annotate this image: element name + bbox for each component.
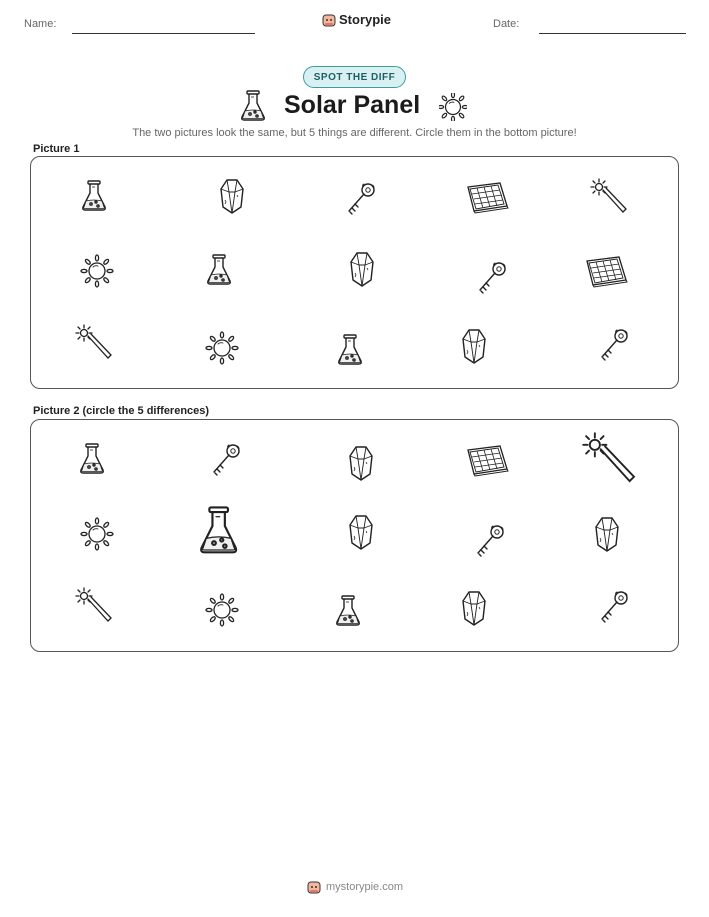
date-label: Date: [493, 18, 520, 30]
key-icon[interactable] [467, 517, 513, 563]
key-icon [338, 175, 384, 221]
sun-wand-icon [586, 174, 632, 220]
sun-wand-icon [71, 320, 117, 366]
picture2-label: Picture 2 (circle the 5 differences) [33, 405, 210, 417]
storypie-mascot-icon [322, 13, 336, 27]
footer [307, 880, 403, 894]
key-icon [469, 254, 515, 300]
crystal-icon[interactable] [584, 511, 630, 557]
sun-icon [74, 248, 120, 294]
footer-url[interactable]: mystorypie.com [326, 881, 404, 893]
crystal-icon[interactable] [451, 585, 497, 631]
date-line[interactable] [539, 33, 686, 34]
sun-icon[interactable] [199, 587, 245, 633]
storypie-mascot-icon [307, 880, 321, 894]
flask-icon [196, 247, 242, 293]
brand-logo [322, 12, 391, 27]
key-icon[interactable] [591, 583, 637, 629]
flask-icon[interactable] [69, 436, 115, 482]
instructions: The two pictures look the same, but 5 things are different. Circle them in the bottom picture! [132, 127, 577, 139]
page-title: Solar Panel [284, 91, 421, 119]
flask-icon [71, 173, 117, 219]
flask-icon[interactable] [183, 495, 254, 566]
name-line[interactable] [72, 33, 255, 34]
sun-icon [199, 325, 245, 371]
flask-icon [327, 327, 373, 373]
name-label: Name: [24, 18, 57, 30]
solar-panel-icon [464, 174, 510, 220]
crystal-icon [209, 173, 255, 219]
crystal-icon[interactable] [338, 440, 384, 486]
key-icon [591, 321, 637, 367]
flask-icon[interactable] [325, 588, 371, 634]
solar-panel-icon[interactable] [464, 437, 510, 483]
sun-wand-icon[interactable] [576, 426, 643, 493]
solar-panel-icon [583, 248, 629, 294]
spot-the-diff-badge: SPOT THE DIFF [303, 66, 406, 88]
crystal-icon [339, 246, 385, 292]
title-flask-icon [240, 90, 266, 122]
sun-icon[interactable] [74, 511, 120, 557]
crystal-icon[interactable] [338, 509, 384, 555]
title-sun-icon [439, 93, 467, 121]
sun-wand-icon[interactable] [71, 583, 117, 629]
brand-name: Storypie [339, 12, 392, 27]
picture1-label: Picture 1 [33, 143, 80, 155]
key-icon[interactable] [203, 436, 249, 482]
crystal-icon [451, 323, 497, 369]
